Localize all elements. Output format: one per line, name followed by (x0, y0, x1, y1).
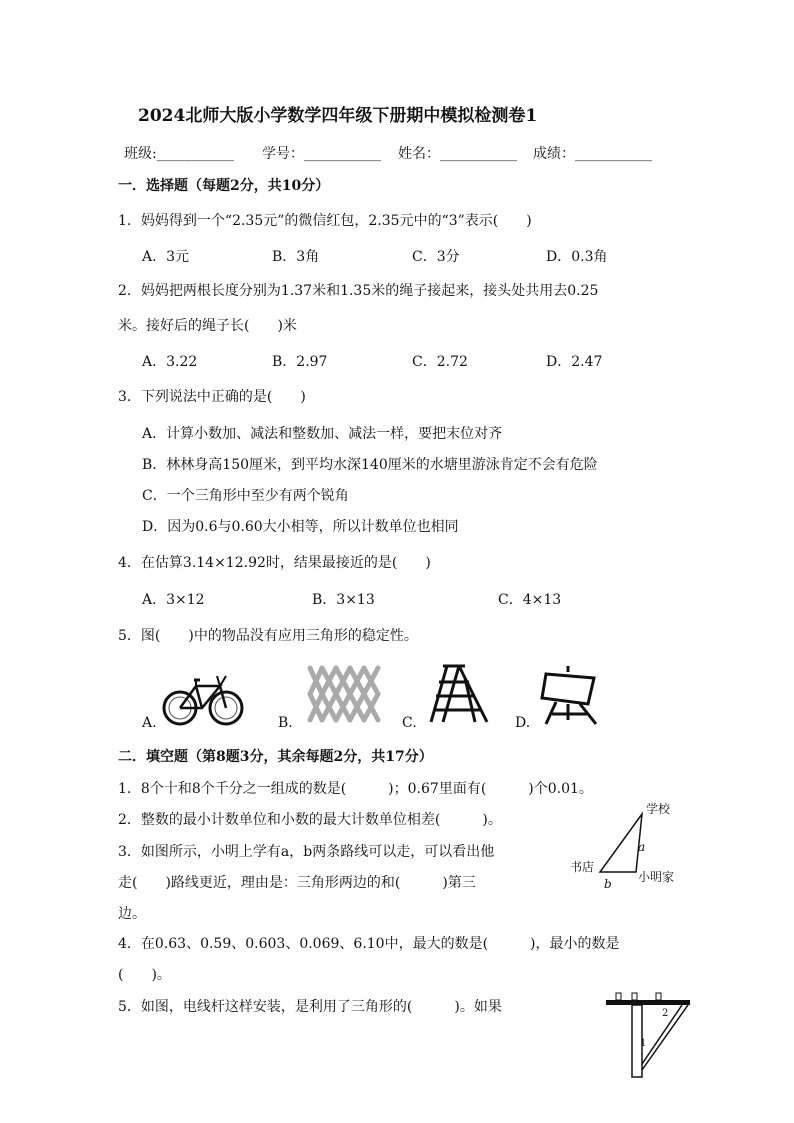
s1-q3-option-d[interactable]: D．因为0.6与0.60大小相等，所以计数单位也相同 (142, 519, 459, 535)
s2-q2-text: 2．整数的最小计数单位和小数的最大计数单位相差( )。 (118, 812, 502, 828)
s1-q3-option-a[interactable]: A．计算小数加、减法和整数加、减法一样，要把末位对齐 (142, 426, 503, 442)
bicycle-image (162, 664, 244, 730)
s1-q5-text: 5．图( )中的物品没有应用三角形的稳定性。 (118, 628, 418, 644)
s2-q1-text: 1．8个十和8个千分之一组成的数是( )；0.67里面有( )个0.01。 (118, 781, 593, 797)
name-field[interactable]: 姓名：___________ (398, 146, 517, 162)
s1-q2-line1: 2．妈妈把两根长度分别为1.37米和1.35米的绳子接起来，接头处共用去0.25 (118, 283, 599, 299)
label-bookstore: 书店 (570, 860, 595, 874)
s2-q4-line2: ( )。 (118, 967, 171, 983)
s2-q3-line2: 走( )路线更近，理由是：三角形两边的和( )第三 (118, 875, 476, 891)
s1-q5-option-a[interactable]: A. (142, 715, 157, 731)
label-angle-2: 2 (662, 1008, 669, 1019)
s1-q4-text: 4．在估算3.14×12.92时，结果最接近的是( ) (118, 555, 431, 571)
easel-image (538, 664, 602, 726)
utility-pole-figure (598, 990, 698, 1080)
s2-q3-line1: 3．如图所示，小明上学有a，b两条路线可以走，可以看出他 (118, 844, 495, 860)
s1-q1-option-d[interactable]: D．0.3角 (546, 249, 608, 265)
page-title: 2024北师大版小学数学四年级下册期中模拟检测卷1 (138, 106, 538, 126)
s1-q1-text: 1．妈妈得到一个“2.35元”的微信红包，2.35元中的“3”表示( ) (118, 213, 532, 229)
student-id-field[interactable]: 学号：___________ (262, 146, 381, 162)
s1-q4-option-b[interactable]: B．3×13 (312, 592, 375, 608)
step-ladder-image (425, 662, 493, 726)
s1-q2-option-d[interactable]: D．2.47 (546, 354, 603, 370)
s1-q1-option-a[interactable]: A．3元 (142, 249, 190, 265)
label-side-a: a (638, 840, 646, 854)
s1-q2-option-b[interactable]: B．2.97 (272, 354, 328, 370)
s1-q2-line2: 米。接好后的绳子长( )米 (118, 318, 297, 334)
lattice-gate-image (306, 664, 384, 726)
s1-q3-option-b[interactable]: B．林林身高150厘米，到平均水深140厘米的水塘里游泳肯定不会有危险 (142, 457, 598, 473)
section2-heading: 二．填空题（第8题3分，其余每题2分，共17分） (118, 749, 433, 765)
s1-q4-option-a[interactable]: A．3×12 (142, 592, 205, 608)
s1-q5-option-d[interactable]: D. (515, 715, 531, 731)
s1-q4-option-c[interactable]: C．4×13 (498, 592, 562, 608)
s2-q5-text: 5．如图，电线杆这样安装，是利用了三角形的( )。如果 (118, 999, 502, 1015)
s1-q1-option-c[interactable]: C．3分 (412, 249, 460, 265)
score-field[interactable]: 成绩：___________ (533, 146, 652, 162)
s2-q3-line3: 边。 (118, 906, 146, 922)
s2-q4-line1: 4．在0.63、0.59、0.603、0.069、6.10中，最大的数是( )，最小的数是 (118, 936, 620, 952)
s1-q3-text: 3．下列说法中正确的是( ) (118, 389, 306, 405)
label-side-b: b (604, 877, 612, 891)
label-angle-1: 1 (640, 1038, 647, 1049)
label-home: 小明家 (638, 870, 675, 884)
s1-q2-option-a[interactable]: A．3.22 (142, 354, 198, 370)
s1-q5-option-b[interactable]: B. (278, 715, 293, 731)
s1-q3-option-c[interactable]: C．一个三角形中至少有两个锐角 (142, 488, 349, 504)
class-field[interactable]: 班级:___________ (124, 146, 234, 162)
label-school: 学校 (646, 802, 671, 816)
s1-q1-option-b[interactable]: B．3角 (272, 249, 320, 265)
section1-heading: 一．选择题（每题2分，共10分） (118, 178, 330, 194)
s1-q2-option-c[interactable]: C．2.72 (412, 354, 468, 370)
s1-q5-option-c[interactable]: C. (402, 715, 417, 731)
